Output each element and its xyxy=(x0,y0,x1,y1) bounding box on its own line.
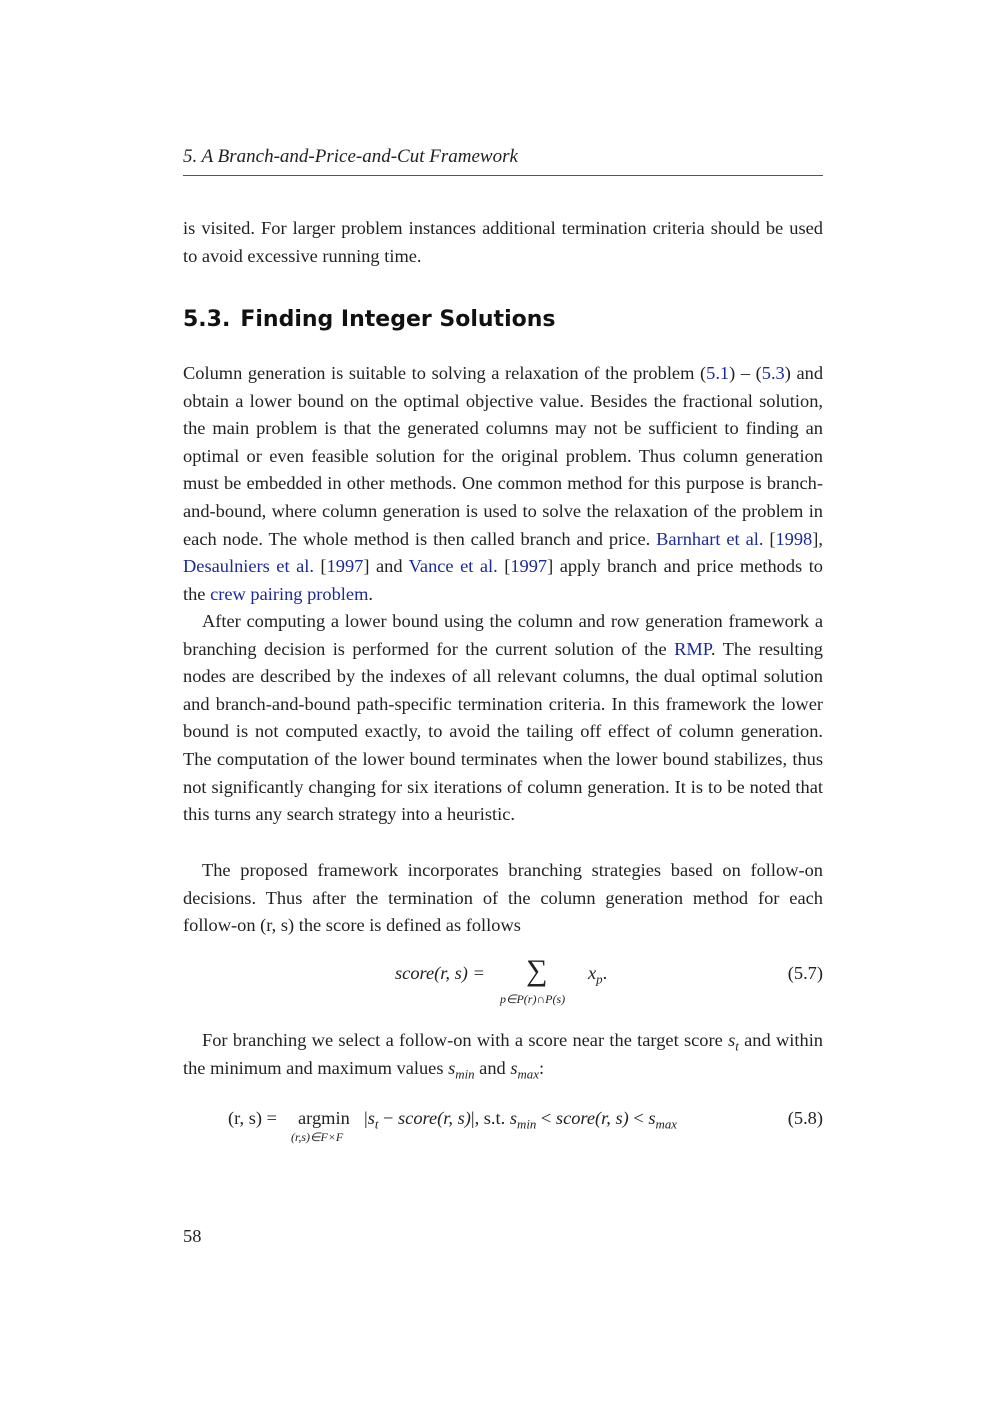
equation-term: $x_p$. xyxy=(588,963,608,987)
header-rule xyxy=(183,175,823,176)
section-number: 5.3. xyxy=(183,307,231,332)
math-s-min: $s_{min}$ xyxy=(448,1057,475,1082)
citation-desaulniers-year[interactable]: 1997 xyxy=(326,556,364,577)
equation-lhs: score(r, s) = xyxy=(395,963,485,983)
equation-number: (5.8) xyxy=(787,1108,823,1128)
paragraph-text: For branching we select a follow-on with a score near the target score $s_t$ and within the minimum and maximum values $s_{min}$ and $s_{max}$: xyxy=(183,1030,823,1082)
equation-rhs: $|s_t$ − score(r, s)|, s.t. $s_{min}$ < score(r, $s) < s_{max}$ xyxy=(364,1108,677,1132)
citation-barnhart[interactable]: Barnhart et al. xyxy=(656,528,764,549)
paragraph-text: is visited. For larger problem instances additional termination criteria should be used to avoid excessive running time. xyxy=(183,218,823,266)
math-s-t: $s_t$ xyxy=(728,1030,739,1054)
citation-vance-year[interactable]: 1997 xyxy=(510,556,548,577)
paragraph-branching xyxy=(183,608,823,829)
citation-barnhart-year[interactable]: 1998 xyxy=(775,528,813,549)
glossary-link-crew-pairing[interactable]: crew pairing problem xyxy=(210,583,369,604)
equation-lhs: (r, s) = xyxy=(228,1108,277,1128)
equation-number: (5.7) xyxy=(787,963,823,983)
section-title: Finding Integer Solutions xyxy=(240,307,556,332)
math-variable: (r, s) xyxy=(260,915,295,936)
citation-desaulniers[interactable]: Desaulniers et al. xyxy=(183,556,314,577)
section-heading xyxy=(183,307,556,332)
math-s-max: $s_{max}$ xyxy=(510,1057,539,1082)
citation-vance[interactable]: Vance et al. xyxy=(408,556,498,577)
running-header: 5. A Branch-and-Price-and-Cut Framework xyxy=(183,146,518,167)
argmin-operator: argmin xyxy=(298,1108,350,1128)
acronym-link-rmp[interactable]: RMP xyxy=(674,638,711,659)
paragraph-score-selection xyxy=(183,1027,823,1082)
paragraph-text: The proposed framework incorporates branching strategies based on follow-on decisions. Thus after the termination of the column generation method for each follow-on (r, s) the score is defined as follows xyxy=(183,860,823,936)
equation-ref-5-3[interactable]: 5.3 xyxy=(761,363,785,383)
equation-5-8 xyxy=(183,1105,823,1150)
paragraph-continuation xyxy=(183,215,823,270)
sum-symbol: ∑ xyxy=(526,954,548,987)
page-number: 58 xyxy=(183,1226,202,1246)
paragraph-text: After computing a lower bound using the column and row generation framework a branching decision is performed for the current solution of the RMP. The resulting nodes are described by the indexes of all relevant columns, the dual optimal solution and branch-and-bound path-specific termination criteria. In this framework the lower bound is not computed exactly, to avoid the tailing off effect of column generation. The computation of the lower bound terminates when the lower bound stabilizes, thus not significantly changing for six iterations of column generation. It is to be noted that this turns any search strategy into a heuristic. xyxy=(183,611,823,825)
argmin-index: (r,s)∈F×F xyxy=(291,1130,344,1144)
paragraph-text: Column generation is suitable to solving a relaxation of the problem (5.1) – (5.3) and obtain a lower bound on the optimal objective value. Besides the fractional solution, the main problem is that the generated columns may not be sufficient to finding an optimal or even feasible solution for the original problem. Thus column generation must be embedded in other methods. One common method for this purpose is branch-and-bound, where column generation is used to solve the relaxation of the problem in each node. The whole method is then called branch and price. Barnhart et al. [1998], Desaulniers et al. [1997] and Vance et al. [1997] apply branch and price methods to the crew pairing problem. xyxy=(183,363,824,604)
equation-5-7 xyxy=(183,954,823,1008)
paragraph-column-generation xyxy=(183,360,823,608)
sum-index: p∈P(r)∩P(s) xyxy=(500,992,566,1006)
equation-ref-5-1[interactable]: 5.1 xyxy=(706,363,730,383)
paragraph-follow-on xyxy=(183,857,823,940)
